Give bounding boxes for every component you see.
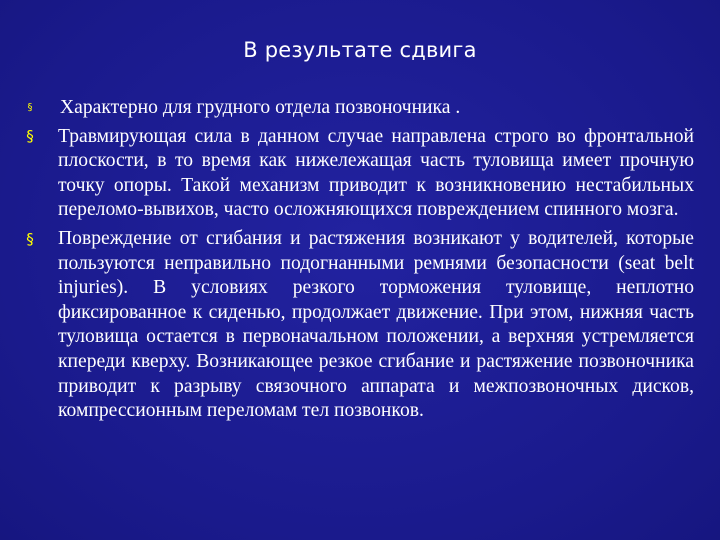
bullet-icon: § <box>27 101 33 113</box>
list-item-text: Повреждение от сгибания и растяжения возникают у водителей, которые пользуются неправильно подогнанными ремнями безопасности (seat belt injuries). В условиях резкого торможения туловище, неплотно фиксированное к сиденью, продолжает движение. При этом, нижняя часть туловища остается в первоначальном положении, а верхняя устремляется кпереди кверху. Возникающее резкое сгибание и растяжение позвоночника приводит к разрыву связочного аппарата и межпозвоночных дисков, компрессионным переломам тел позвонков. <box>58 227 694 422</box>
bullet-icon: § <box>26 127 34 146</box>
list-item <box>22 227 694 424</box>
list-item <box>22 96 694 121</box>
list-item-text: Характерно для грудного отдела позвоночника . <box>60 97 461 118</box>
list-item <box>22 125 694 223</box>
bullet-list <box>22 96 694 428</box>
bullet-icon: § <box>26 229 34 248</box>
list-item-text: Травмирующая сила в данном случае направлена строго во фронтальной плоскости, в то время как нижележащая часть туловища имеет прочную точку опоры. Такой механизм приводит к возникновению нестабильных переломо-вывихов, часто осложняющихся повреждением спинного мозга. <box>58 125 694 221</box>
slide-title: В результате сдвига <box>243 38 477 62</box>
